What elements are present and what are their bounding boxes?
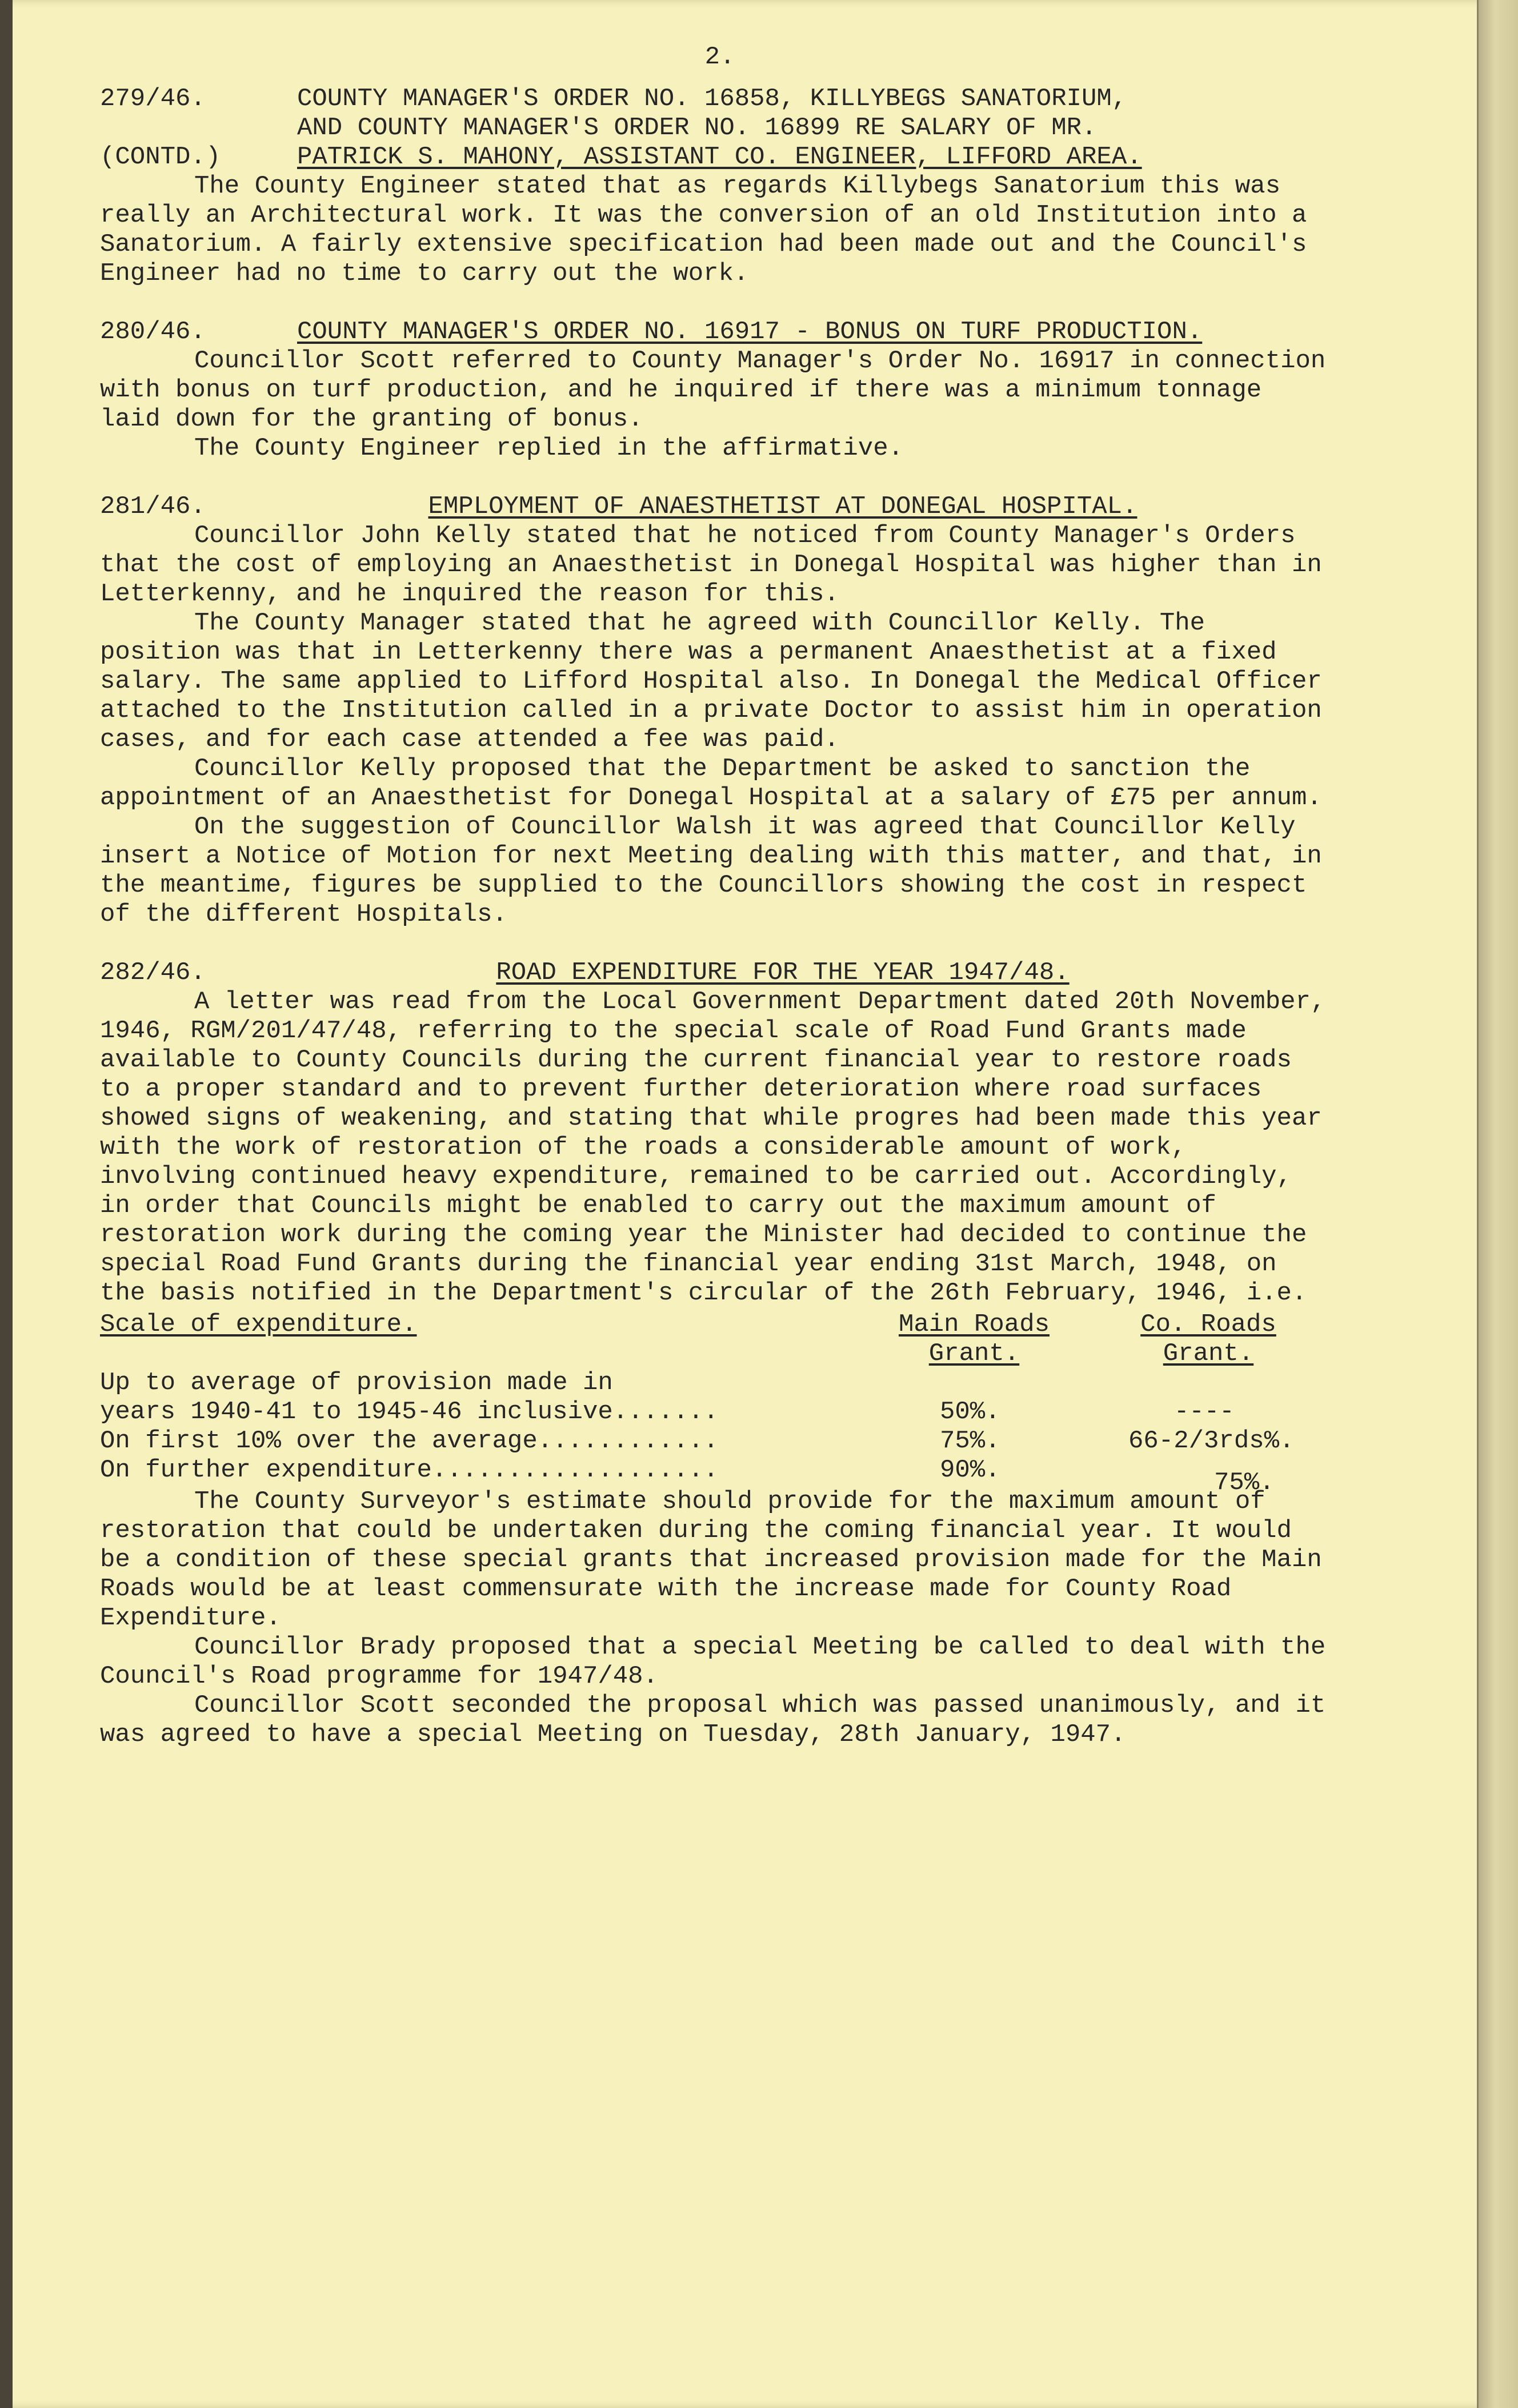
main-roads-value: 75%. bbox=[940, 1427, 1000, 1455]
table-row bbox=[100, 1456, 1328, 1497]
paragraph: On the suggestion of Councillor Walsh it was agreed that Councillor Kelly insert a Notice of Motion for next Meeting dealing with this matter, and that, in the meantime, figures be supplied to the Councillors showing the cost in respect of the different Hospitals. bbox=[100, 813, 1322, 929]
scale-table-header bbox=[100, 1310, 1328, 1368]
main-roads-value: 90%. bbox=[940, 1456, 1000, 1484]
column-header-line: Grant. bbox=[1163, 1339, 1254, 1368]
title-line: COUNTY MANAGER'S ORDER NO. 16917 - BONUS ON TURF PRODUCTION. bbox=[297, 318, 1203, 346]
minute-281 bbox=[100, 492, 1328, 929]
continued-label: (CONTD.) bbox=[100, 143, 221, 171]
title-line: AND COUNTY MANAGER'S ORDER NO. 16899 RE SALARY OF MR. bbox=[297, 114, 1097, 142]
paragraph: The County Surveyor's estimate should provide for the maximum amount of restoration that could be undertaken during the coming financial year. It would be a condition of these special grants that increased provision made for the Main Roads would be at least commensurate with the increase made for County Road Expenditure. bbox=[100, 1487, 1322, 1632]
page-number: 2. bbox=[704, 43, 735, 71]
minute-number: 280/46. bbox=[100, 318, 206, 346]
table-row bbox=[100, 1427, 1328, 1456]
minute-title bbox=[100, 958, 1328, 988]
scale-title: Scale of expenditure. bbox=[100, 1310, 417, 1339]
minute-number: 279/46. bbox=[100, 85, 206, 113]
minute-heading bbox=[100, 318, 1328, 347]
row-label: years 1940-41 to 1945-46 inclusive....... bbox=[100, 1398, 719, 1426]
paragraph: The County Manager stated that he agreed with Councillor Kelly. The position was that in Letterkenny there was a permanent Anaesthetist at a fixed salary. The same applied to Lifford Hospital also. In Donegal the Medical Officer attached to the Institution called in a private Doctor to assist him in operation cases, and for each case attended a fee was paid. bbox=[100, 609, 1322, 754]
paragraph: Councillor Brady proposed that a special Meeting be called to deal with the Council's Road programme for 1947/48. bbox=[100, 1633, 1326, 1691]
row-label: On further expenditure................... bbox=[100, 1456, 719, 1484]
main-roads-value: 50%. bbox=[940, 1398, 1000, 1426]
table-row bbox=[100, 1368, 1328, 1398]
paragraph: Councillor Kelly proposed that the Department be asked to sanction the appointment of an Anaesthetist for Donegal Hospital at a salary of £75 per annum. bbox=[100, 754, 1322, 812]
co-roads-value: 66-2/3rds%. bbox=[1128, 1427, 1295, 1455]
minute-title bbox=[100, 85, 1328, 172]
paragraph: A letter was read from the Local Government Department dated 20th November, 1946, RGM/201/47/48, referring to the special scale of Road Fund Grants made available to County Councils during the current financial year to restore roads to a proper standard and to prevent further deterioration where road surfaces showed signs of weakening, and stating that while progres had been made this year with the work of restoration of the roads a considerable amount of work, involving continued heavy expenditure, remained to be carried out. Accordingly, in order that Councils might be enabled to carry out the maximum amount of restoration work during the coming year the Minister had decided to continue the special Road Fund Grants during the financial year ending 31st March, 1948, on the basis notified in the Department's circular of the 26th February, 1946, i.e. bbox=[100, 988, 1326, 1307]
table-row bbox=[100, 1398, 1328, 1427]
column-header-line: Co. Roads bbox=[1140, 1310, 1276, 1339]
paragraph: The County Engineer replied in the affirmative. bbox=[194, 434, 904, 463]
minutes-content bbox=[100, 43, 1328, 1779]
row-label: On first 10% over the average............ bbox=[100, 1427, 719, 1455]
scale-table bbox=[100, 1368, 1328, 1497]
row-label: Up to average of provision made in bbox=[100, 1368, 613, 1397]
minute-heading bbox=[100, 85, 1328, 172]
column-header-line: Main Roads bbox=[898, 1310, 1050, 1339]
page-left-edge bbox=[0, 0, 13, 2408]
title-line: ROAD EXPENDITURE FOR THE YEAR 1947/48. bbox=[496, 958, 1070, 987]
column-header-line: Grant. bbox=[928, 1339, 1020, 1368]
minute-heading bbox=[100, 492, 1328, 521]
column-header-main-roads bbox=[871, 1310, 1077, 1368]
minute-number: 282/46. bbox=[100, 958, 206, 987]
title-line: EMPLOYMENT OF ANAESTHETIST AT DONEGAL HOSPITAL. bbox=[428, 492, 1138, 521]
minute-280 bbox=[100, 318, 1328, 463]
minute-279 bbox=[100, 85, 1328, 288]
minute-title bbox=[100, 492, 1328, 521]
minute-number: 281/46. bbox=[100, 492, 206, 521]
column-header-co-roads bbox=[1111, 1310, 1305, 1368]
book-binding bbox=[1477, 0, 1518, 2408]
minute-heading bbox=[100, 958, 1328, 988]
minute-282 bbox=[100, 958, 1328, 1749]
paragraph: The County Engineer stated that as regards Killybegs Sanatorium this was really an Architectural work. It was the conversion of an old Institution into a Sanatorium. A fairly extensive specification had been made out and the Council's Engineer had no time to carry out the work. bbox=[100, 172, 1307, 288]
title-line: PATRICK S. MAHONY, ASSISTANT CO. ENGINEER, LIFFORD AREA. bbox=[297, 143, 1142, 171]
co-roads-value: 75%. bbox=[1214, 1468, 1275, 1497]
title-line: COUNTY MANAGER'S ORDER NO. 16858, KILLYBEGS SANATORIUM, bbox=[297, 85, 1127, 113]
paragraph: Councillor John Kelly stated that he noticed from County Manager's Orders that the cost of employing an Anaesthetist in Donegal Hospital was higher than in Letterkenny, and he inquired the reason for this. bbox=[100, 521, 1322, 608]
minute-title bbox=[100, 318, 1328, 347]
paragraph: Councillor Scott seconded the proposal which was passed unanimously, and it was agreed to have a special Meeting on Tuesday, 28th January, 1947. bbox=[100, 1691, 1326, 1749]
co-roads-value: ---- bbox=[1174, 1398, 1235, 1426]
paragraph: Councillor Scott referred to County Manager's Order No. 16917 in connection with bonus on turf production, and he inquired if there was a minimum tonnage laid down for the granting of bonus. bbox=[100, 347, 1326, 434]
